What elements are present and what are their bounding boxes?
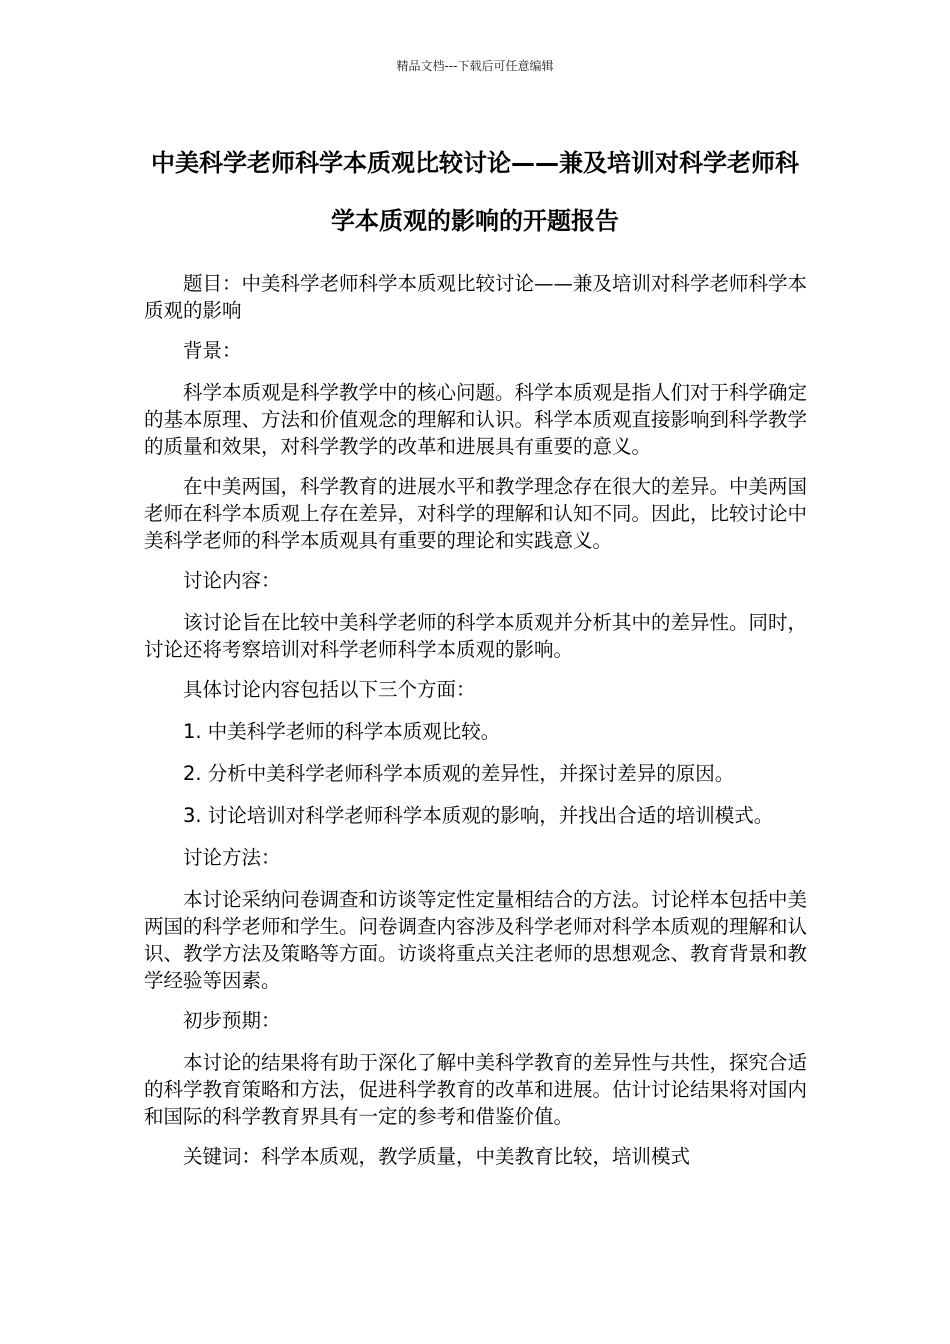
paragraph-background-1: 科学本质观是科学教学中的核心问题。科学本质观是指人们对于科学确定的基本原理、方法和价值观念的理解和认识。科学本质观直接影响到科学教学的质量和效果，对科学教学的改革和进展具有重要的意义。 — [144, 381, 808, 458]
paragraph-content-aspects: 具体讨论内容包括以下三个方面： — [183, 678, 476, 701]
list-item-3: 3. 讨论培训对科学老师科学本质观的影响，并找出合适的培训模式。 — [183, 804, 774, 827]
paragraph-keywords: 关键词：科学本质观，教学质量，中美教育比较，培训模式 — [183, 1145, 691, 1168]
header-note: 精品文档---下载后可任意编辑 — [396, 59, 554, 73]
paragraph-background-2: 在中美两国，科学教育的进展水平和教学理念存在很大的差异。中美两国老师在科学本质观上存在差异，对科学的理解和认知不同。因此，比较讨论中美科学老师的科学本质观具有重要的理论和实践意义。 — [144, 475, 808, 552]
heading-expectation: 初步预期： — [183, 1009, 281, 1032]
heading-content: 讨论内容： — [183, 569, 281, 592]
heading-method: 讨论方法： — [183, 846, 281, 869]
document-title: 中美科学老师科学本质观比较讨论——兼及培训对科学老师科学本质观的影响的开题报告 — [151, 149, 799, 235]
list-item-1: 1. 中美科学老师的科学本质观比较。 — [183, 720, 501, 743]
list-item-2: 2. 分析中美科学老师科学本质观的差异性，并探讨差异的原因。 — [183, 762, 735, 785]
paragraph-method: 本讨论采纳问卷调查和访谈等定性定量相结合的方法。讨论样本包括中美两国的科学老师和学生。问卷调查内容涉及科学老师对科学本质观的理解和认识、教学方法及策略等方面。访谈将重点关注老师的思想观念、教育背景和教学经验等因素。 — [144, 888, 808, 992]
paragraph-content-intro: 该讨论旨在比较中美科学老师的科学本质观并分析其中的差异性。同时，讨论还将考察培训对科学老师科学本质观的影响。 — [144, 611, 808, 661]
paragraph-topic: 题目：中美科学老师科学本质观比较讨论——兼及培训对科学老师科学本质观的影响 — [144, 272, 808, 322]
document-body — [144, 270, 808, 1183]
paragraph-expectation: 本讨论的结果将有助于深化了解中美科学教育的差异性与共性，探究合适的科学教育策略和方法，促进科学教育的改革和进展。估计讨论结果将对国内和国际的科学教育界具有一定的参考和借鉴价值。 — [144, 1051, 808, 1128]
heading-background: 背景： — [183, 339, 242, 362]
